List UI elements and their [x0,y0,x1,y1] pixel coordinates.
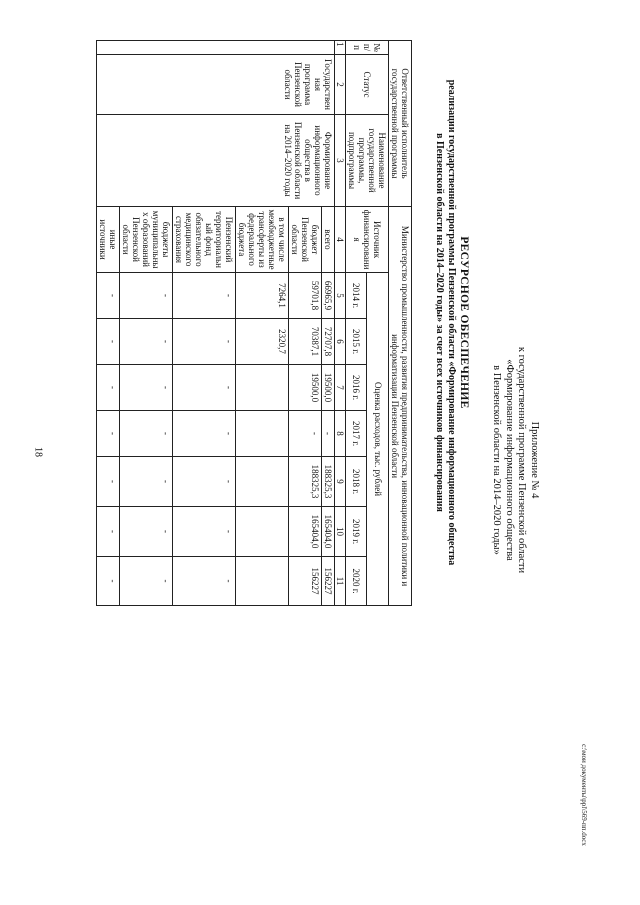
value-cell: 156227 [289,557,322,606]
value-cell: 188325,3 [289,457,322,507]
value-cell: 2320,7 [236,319,289,365]
column-number: 9 [335,457,346,507]
year-header: 2019 г. [346,507,368,557]
value-cell: - [173,557,236,606]
program-name-cell: Формирование информационного общества в Пензенской области на 2014–2020 годы [97,115,335,207]
column-number: 6 [335,319,346,365]
value-cell: - [173,319,236,365]
value-cell: - [173,507,236,557]
value-cell [236,365,289,411]
value-cell: - [120,507,173,557]
value-cell: - [289,411,322,457]
value-cell: - [322,411,335,457]
year-header: 2017 г. [346,411,368,457]
appendix-line: к государственной программе Пензенской области [516,346,528,574]
table-row [322,41,335,606]
value-cell: - [97,319,120,365]
heading-subtitle: реализации государственной программы Пензенской области «Формирование информационного общества [446,79,458,566]
source-cell: всего [322,207,335,273]
header-estimate: Оценка расходов, тыс. рублей [367,273,389,606]
value-cell: 72707,8 [322,319,335,365]
value-cell: - [97,557,120,606]
value-cell: - [173,411,236,457]
value-cell: - [97,273,120,319]
heading-title: РЕСУРСНОЕ ОБЕСПЕЧЕНИЕ [458,236,470,409]
appendix-block [490,315,540,605]
source-cell: бюджеты муниципальных образований Пензенской области [120,207,173,273]
document-heading [433,40,471,605]
year-header: 2014 г. [346,273,368,319]
table-row [367,41,389,606]
column-number: 5 [335,273,346,319]
column-number: 2 [335,55,346,115]
appendix-line: «Формирование информационного общества [504,359,515,561]
header-executor: Ответственный исполнитель государственной программы [389,41,412,207]
header-ministry: Министерство промышленности, развития предпринимательства, инновационной политики и информатизации Пензенской области [389,207,412,606]
source-cell: Пензенский территориальный фонд обязательного медицинского страхования [173,207,236,273]
value-cell: - [173,457,236,507]
column-number: 3 [335,115,346,207]
page-number: 18 [32,447,44,457]
value-cell: - [120,273,173,319]
value-cell: - [120,457,173,507]
rotated-page-content [100,40,540,605]
value-cell: - [97,365,120,411]
value-cell: - [120,319,173,365]
value-cell: - [120,411,173,457]
value-cell: 59701,8 [289,273,322,319]
value-cell: - [173,365,236,411]
column-number: 1 [335,41,346,55]
year-header: 2016 г. [346,365,368,411]
value-cell: 156227 [322,557,335,606]
column-number: 10 [335,507,346,557]
value-cell: 165404,0 [322,507,335,557]
value-cell: - [120,557,173,606]
value-cell: 188325,3 [322,457,335,507]
source-cell: иные источники [97,207,120,273]
value-cell: - [120,365,173,411]
header-no: № п/п [346,41,389,55]
column-number-row [335,41,346,606]
heading-subtitle: в Пензенской области на 2014–2020 годы» за счет всех источников финансирования [434,133,445,512]
year-header: 2020 г. [346,557,368,606]
appendix-line: Приложение № 4 [529,421,540,499]
value-cell: 165404,0 [289,507,322,557]
column-number: 8 [335,411,346,457]
value-cell: - [97,457,120,507]
status-cell: Государственная программа Пензенской области [97,55,335,115]
column-number: 7 [335,365,346,411]
value-cell: - [173,273,236,319]
value-cell: 7264,1 [236,273,289,319]
value-cell: 70387,1 [289,319,322,365]
resource-table [96,40,412,606]
value-cell: - [97,411,120,457]
header-status: Статус [346,55,389,115]
value-cell [236,457,289,507]
year-header: 2018 г. [346,457,368,507]
value-cell: 19500,0 [289,365,322,411]
value-cell [236,557,289,606]
source-cell: в том числе межбюджетные трансферты из федерального бюджета [236,207,289,273]
value-cell: 66965,9 [322,273,335,319]
header-name: Наименование государственной программы, подпрограммы [346,115,389,207]
value-cell [236,411,289,457]
file-path-footer: c:\мои документы\ppl\569-пп.docx [580,744,588,846]
year-header: 2015 г. [346,319,368,365]
table-row [389,41,412,606]
header-source: Источник финансирования [346,207,389,273]
value-cell: 19500,0 [322,365,335,411]
value-cell: - [97,507,120,557]
value-cell [236,507,289,557]
row-index-cell [97,41,335,55]
column-number: 11 [335,557,346,606]
source-cell: бюджет Пензенской области [289,207,322,273]
column-number: 4 [335,207,346,273]
appendix-line: в Пензенской области на 2014–2020 годы» [491,365,503,555]
